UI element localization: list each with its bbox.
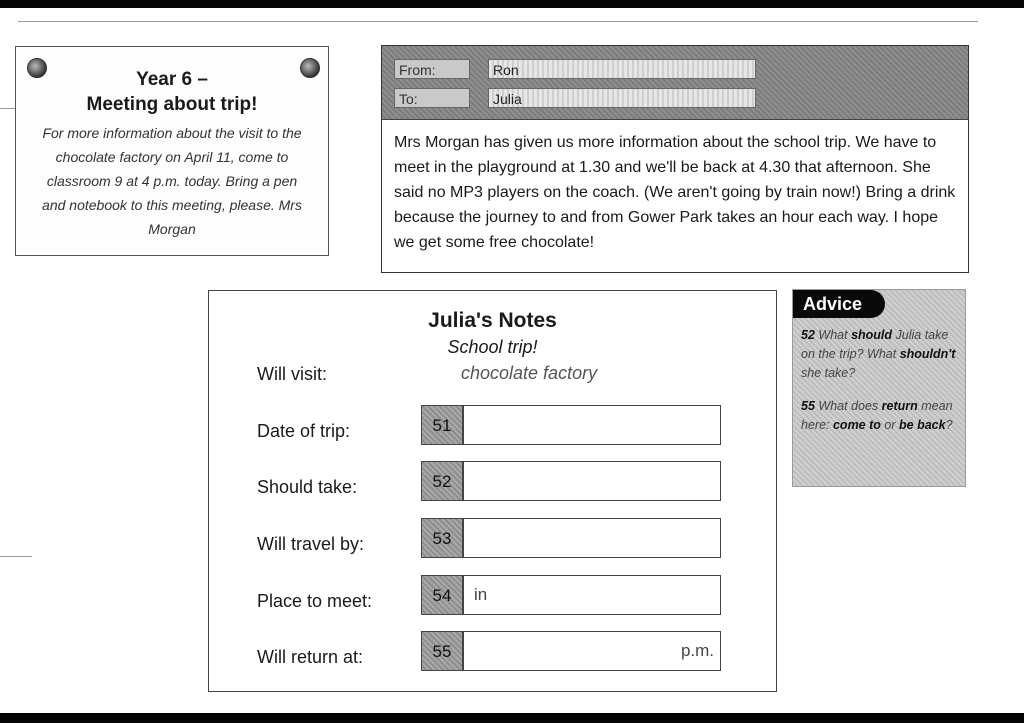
notice-title-line2: Meeting about trip! xyxy=(86,94,258,115)
advice-52-text: Julia take on the trip? What xyxy=(801,328,949,361)
row-label: Place to meet: xyxy=(257,591,373,611)
visit-value: chocolate factory xyxy=(461,363,598,383)
advice-52-keyword: shouldn't xyxy=(899,347,956,361)
to-label: To: xyxy=(394,88,470,108)
margin-mark xyxy=(0,556,32,557)
advice-panel xyxy=(792,289,966,487)
notice-title xyxy=(16,67,328,117)
bottom-border xyxy=(0,713,1024,723)
advice-55-keyword: come to xyxy=(832,418,881,432)
row-label: Should take: xyxy=(257,477,358,497)
advice-55-text: or xyxy=(884,418,896,432)
advice-52 xyxy=(801,326,959,383)
answer-box[interactable] xyxy=(463,575,721,615)
to-field: Julia xyxy=(488,88,756,108)
notes-subtitle: School trip! xyxy=(447,337,538,357)
email-header xyxy=(382,46,968,120)
question-number: 53 xyxy=(421,518,463,558)
from-field: Ron xyxy=(488,59,756,79)
notice-body: For more information about the visit to the chocolate factory on April 11, come to classroom 9 at 4 p.m. today. Bring a pen and notebook to this meeting, please. Mrs Morgan xyxy=(42,125,302,237)
answer-box[interactable] xyxy=(463,518,721,558)
answer-box[interactable] xyxy=(463,405,721,445)
meeting-notice xyxy=(15,46,329,256)
notice-title-line1: Year 6 – xyxy=(136,69,208,90)
question-number: 51 xyxy=(421,405,463,445)
notes-title: Julia's Notes xyxy=(428,309,557,332)
advice-tag: Advice xyxy=(793,290,885,318)
advice-55 xyxy=(801,397,959,435)
answer-box[interactable] xyxy=(463,631,721,671)
answer-prefix: in xyxy=(474,585,488,604)
question-number: 52 xyxy=(421,461,463,501)
question-number: 54 xyxy=(421,575,463,615)
email-body: Mrs Morgan has given us more information about the school trip. We have to meet in the playground at 1.30 and we'll be back at 4.30 that afternoon. She said no MP3 players on the coach. (We aren't going by train now!) Bring a drink because the journey to and from Gower Park takes an hour each way. I hope we get some free chocolate! xyxy=(394,134,956,251)
advice-52-text: What xyxy=(818,328,848,342)
advice-52-num: 52 xyxy=(801,328,815,342)
advice-55-num: 55 xyxy=(801,399,815,413)
advice-52-text: she take? xyxy=(801,366,856,380)
header-rule xyxy=(18,21,978,22)
advice-55-keyword: be back xyxy=(899,418,946,432)
row-label: Will return at: xyxy=(257,647,364,667)
advice-55-keyword: return xyxy=(881,399,918,413)
top-border xyxy=(0,0,1024,8)
julias-notes xyxy=(208,290,777,692)
from-label: From: xyxy=(394,59,470,79)
row-label: Will travel by: xyxy=(257,534,365,554)
email-message xyxy=(381,45,969,273)
answer-suffix: p.m. xyxy=(680,641,714,660)
advice-55-text: ? xyxy=(945,418,953,432)
advice-55-text: mean here: xyxy=(801,399,953,432)
advice-52-keyword: should xyxy=(851,328,893,342)
advice-55-text: What does xyxy=(818,399,879,413)
row-label: Date of trip: xyxy=(257,421,351,441)
question-number: 55 xyxy=(421,631,463,671)
visit-label: Will visit: xyxy=(257,364,327,384)
answer-box[interactable] xyxy=(463,461,721,501)
